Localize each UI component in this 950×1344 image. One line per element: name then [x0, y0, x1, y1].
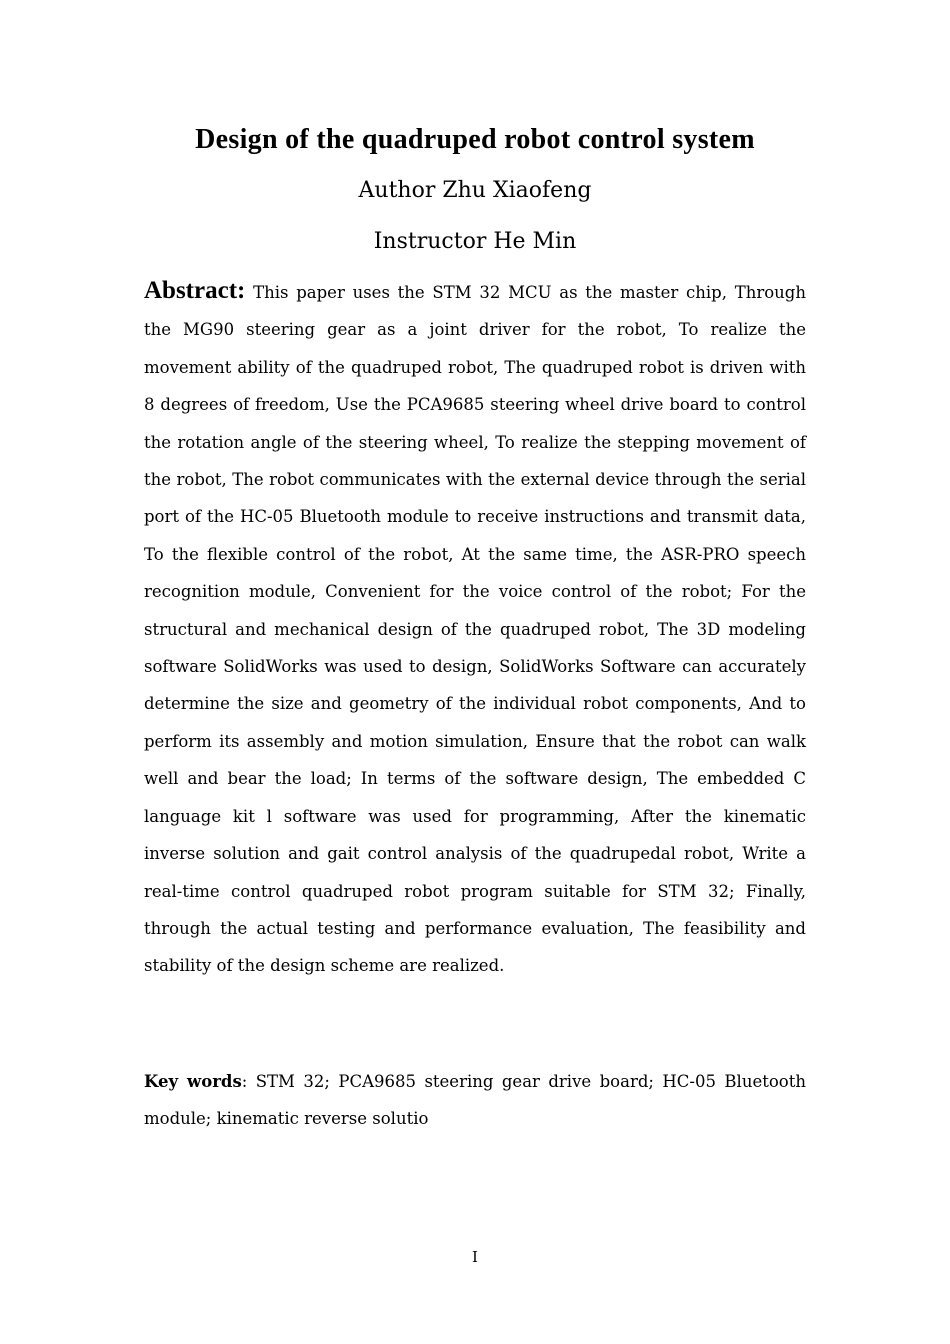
author-line: Author Zhu Xiaofeng: [358, 178, 592, 203]
keywords-text: STM 32; PCA9685 steering gear drive board; HC-05 Bluetooth module; kinematic reverse solutio: [144, 1072, 806, 1129]
keywords-separator: :: [241, 1072, 256, 1091]
abstract-text: This paper uses the STM 32 MCU as the master chip, Through the MG90 steering gear as a joint driver for the robot, To realize the movement ability of the quadruped robot, The quadruped robot is driven with 8 degrees of freedom, Use the PCA9685 steering wheel drive board to control the rotation angle of the steering wheel, To realize the stepping movement of the robot, The robot communicates with the external device through the serial port of the HC-05 Bluetooth module to receive instructions and transmit data, To the flexible control of the robot, At the same time, the ASR-PRO speech recognition module, Convenient for the voice control of the robot; For the structural and mechanical design of the quadruped robot, The 3D modeling software SolidWorks was used to design, SolidWorks Software can accurately determine the size and geometry of the individual robot components, And to perform its assembly and motion simulation, Ensure that the robot can walk well and bear the load; In terms of the software design, The embedded C language kit l software was used for programming, After the kinematic inverse solution and gait control analysis of the quadrupedal robot, Write a real-time control quadruped robot program suitable for STM 32; Finally, through the actual testing and performance evaluation, The feasibility and stability of the design scheme are realized.: [144, 283, 806, 976]
abstract-paragraph: [144, 272, 806, 985]
page-number: I: [472, 1248, 478, 1266]
instructor-line: Instructor He Min: [373, 229, 577, 254]
keywords-paragraph: [144, 1063, 806, 1138]
abstract-heading: Abstract:: [144, 277, 246, 304]
keywords-heading: Key words: [144, 1072, 242, 1091]
paper-title: Design of the quadruped robot control system: [195, 124, 755, 155]
